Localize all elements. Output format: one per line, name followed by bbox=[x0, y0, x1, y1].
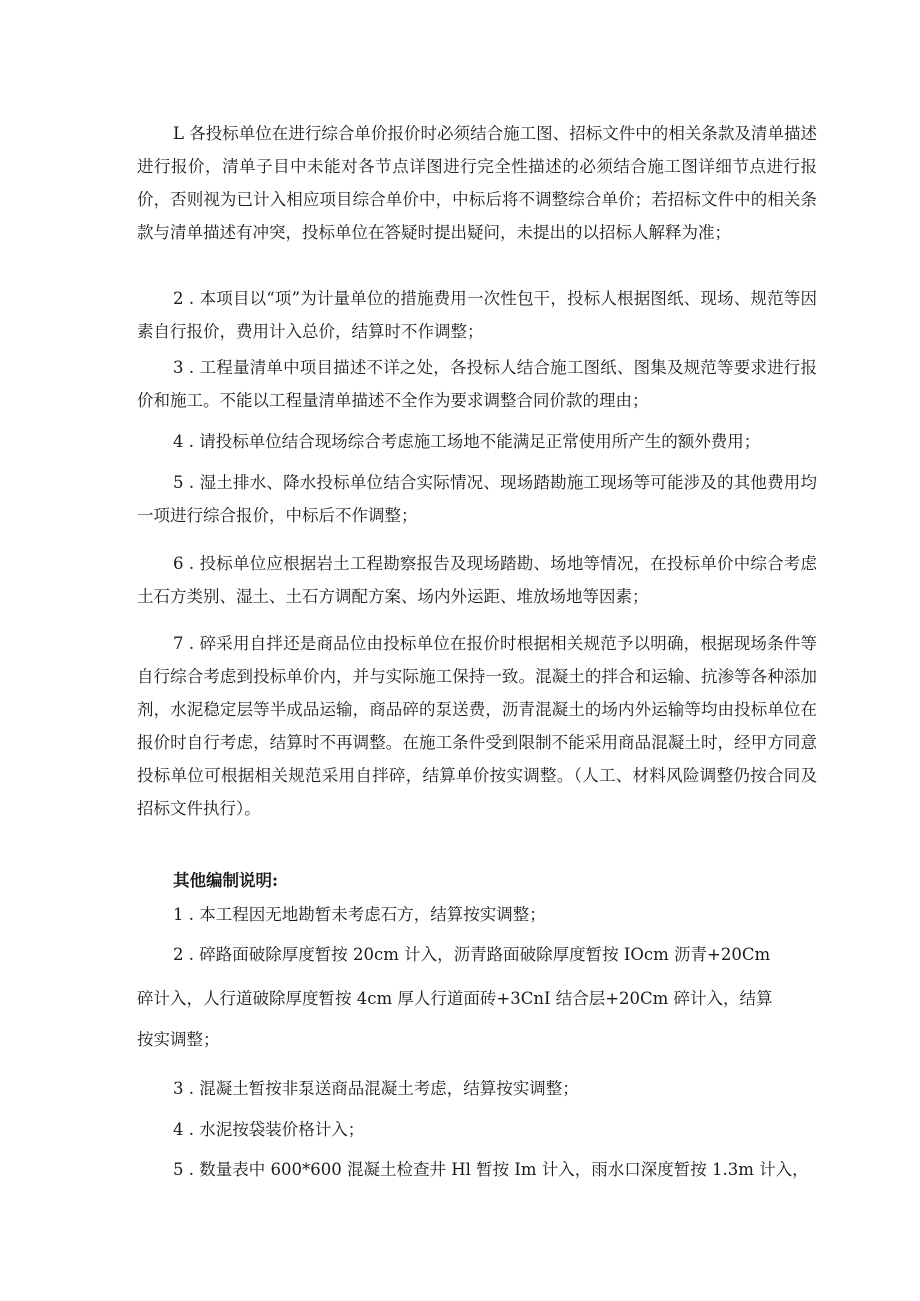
clause-4: 4 . 请投标单位结合现场综合考虑施工场地不能满足正常使用所产生的额外费用； bbox=[173, 432, 761, 451]
clause-7: 7 . 碎采用自拌还是商品位由投标单位在报价时根据相关规范予以明确，根据现场条件等自行综合考虑到投标单价内，并与实际施工保持一致。混凝土的拌合和运输、抗渗等各种添加剂，水泥稳定层等半成品运输，商品碎的泵送费，沥青混凝土的场内外运输等均由投标单位在报价时自行考虑，结算时不再调整。在施工条件受到限制不能采用商品混凝土时，经甲方同意投标单位可根据相关规范采用自拌碎，结算单价按实调整。（人工、材料风险调整仍按合同及招标文件执行）。 bbox=[137, 634, 817, 818]
clause-5: 5 . 湿土排水、降水投标单位结合实际情况、现场踏勘施工现场等可能涉及的其他费用均一项进行综合报价，中标后不作调整； bbox=[137, 473, 817, 525]
other-item-3: 3 . 混凝土暂按非泵送商品混凝土考虑，结算按实调整； bbox=[173, 1079, 579, 1098]
other-item-4: 4 . 水泥按袋装价格计入； bbox=[173, 1120, 365, 1139]
other-item-2-line-3: 按实调整； bbox=[137, 1030, 220, 1049]
other-item-2-line-1: 2 . 碎路面破除厚度暂按 20cm 计入，沥青路面破除厚度暂按 IOcm 沥青+20Cm bbox=[173, 945, 771, 964]
clause-1: L 各投标单位在进行综合单价报价时必须结合施工图、招标文件中的相关条款及清单描述进行报价，清单子目中未能对各节点详图进行完全性描述的必须结合施工图详细节点进行报价，否则视为已计入相应项目综合单价中，中标后将不调整综合单价；若招标文件中的相关条款与清单描述有冲突，投标单位在答疑时提出疑问，未提出的以招标人解释为准； bbox=[137, 124, 817, 242]
clause-6: 6 . 投标单位应根据岩土工程勘察报告及现场踏勘、场地等情况，在投标单价中综合考虑土石方类别、湿土、土石方调配方案、场内外运距、堆放场地等因素； bbox=[137, 554, 817, 606]
other-item-1: 1 . 本工程因无地勘暂未考虑石方，结算按实调整； bbox=[173, 905, 546, 924]
other-item-5: 5 . 数量表中 600*600 混凝土检查井 Hl 暂按 Im 计入，雨水口深度暂按 1.3m 计入， bbox=[173, 1160, 809, 1179]
other-item-2-line-2: 碎计入，人行道破除厚度暂按 4cm 厚人行道面砖+3CnI 结合层+20Cm 碎计入，结算 bbox=[137, 989, 773, 1008]
clause-2: 2 . 本项目以“项”为计量单位的措施费用一次性包干，投标人根据图纸、现场、规范等因素自行报价，费用计入总价，结算时不作调整； bbox=[137, 289, 817, 341]
clause-3: 3 . 工程量清单中项目描述不详之处，各投标人结合施工图纸、图集及规范等要求进行报价和施工。不能以工程量清单描述不全作为要求调整合同价款的理由； bbox=[137, 358, 817, 410]
other-heading: 其他编制说明: bbox=[173, 871, 279, 890]
